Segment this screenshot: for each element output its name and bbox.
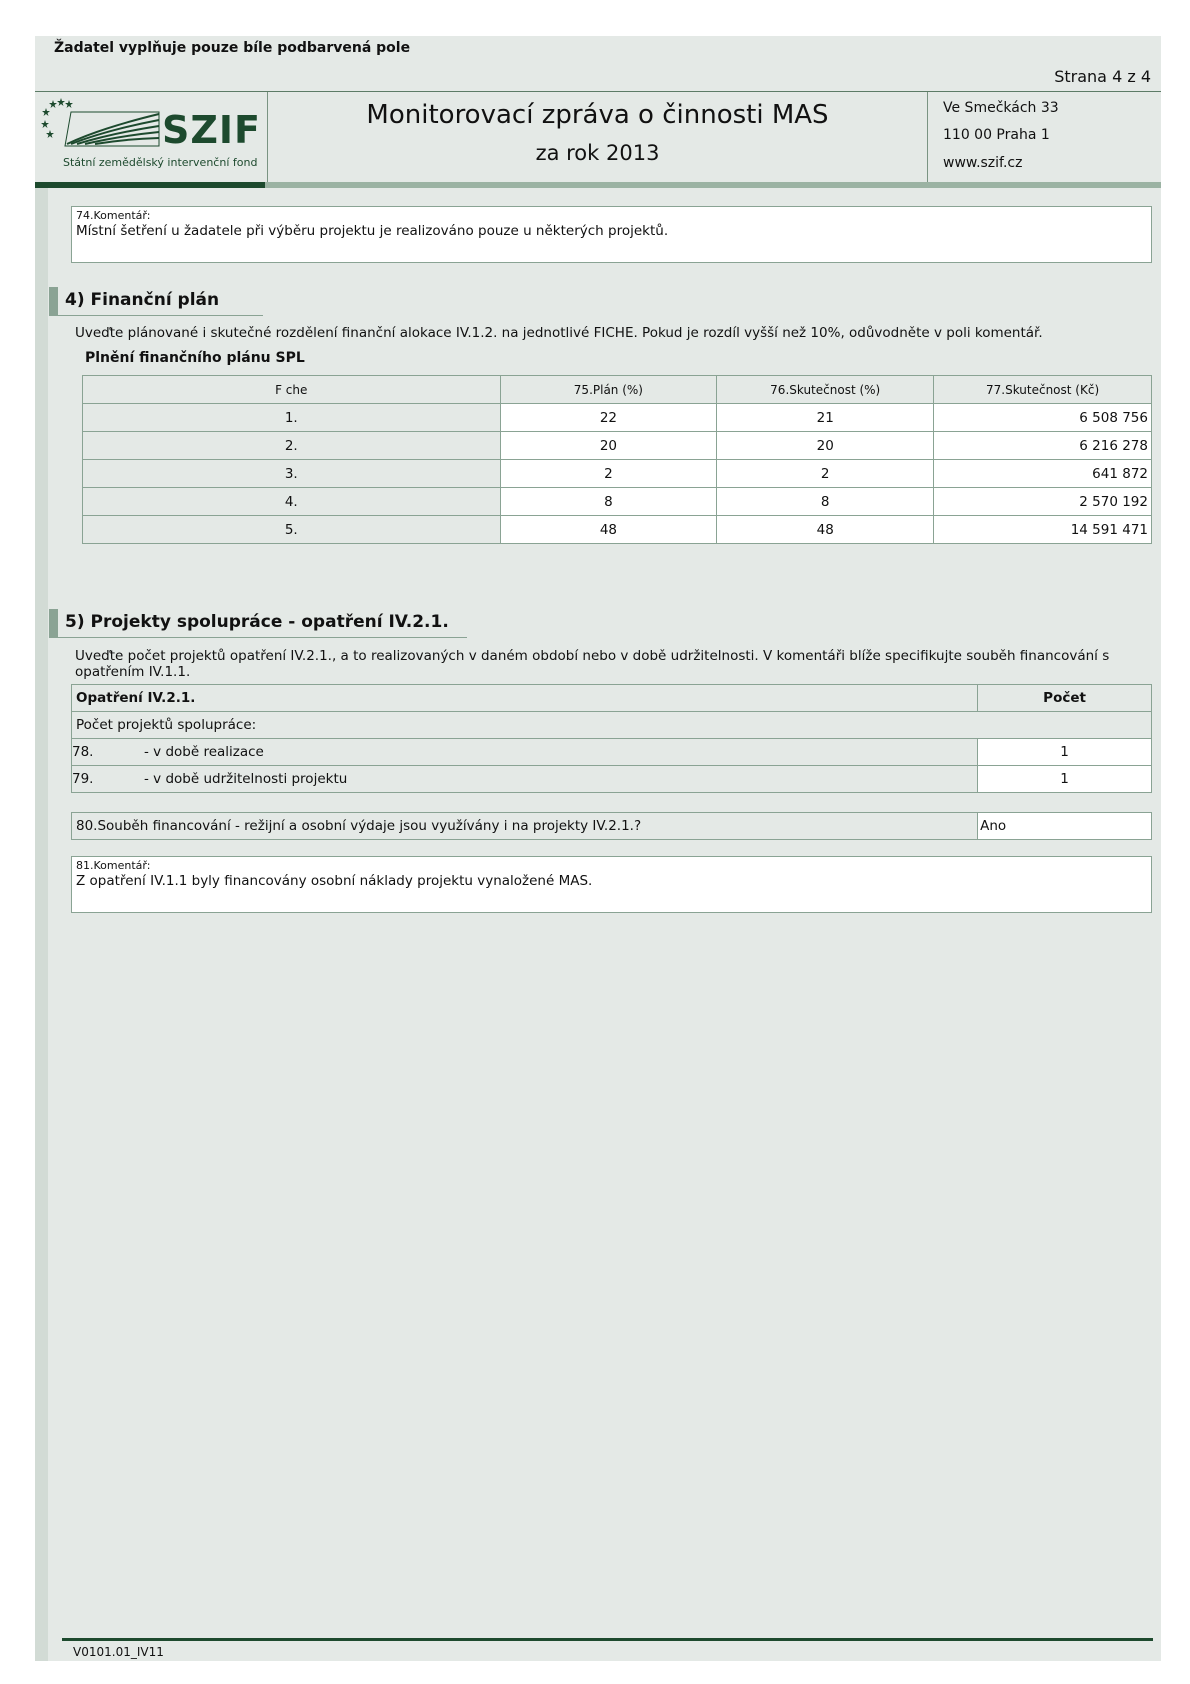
table-row [83,516,1152,544]
fiche-cell: 5. [83,516,501,544]
section-underline [49,637,467,638]
comment-74-label: 74.Komentář: [76,209,151,222]
actual-pct-cell[interactable]: 20 [717,432,934,460]
szif-logo [35,92,267,182]
comment-81-label: 81.Komentář: [76,859,151,872]
plan-cell[interactable]: 48 [500,516,717,544]
cooperation-table [71,684,1152,793]
fill-instruction: Žadatel vyplňuje pouze bíle podbarvená pole [54,40,411,56]
section-underline [49,315,263,316]
header-separator [927,92,928,182]
cofinancing-question [71,812,1152,840]
fiche-cell: 2. [83,432,501,460]
row-78-number: 78. [72,744,94,760]
projects-count-heading: Počet projektů spolupráce: [72,712,1152,739]
row-79-number: 79. [72,771,94,787]
logo-field-icon [41,98,161,158]
form-version-code: V0101.01_IV11 [73,1645,164,1659]
comment-74-field[interactable] [71,206,1152,263]
row-79-value[interactable]: 1 [978,766,1152,793]
plan-cell[interactable]: 2 [500,460,717,488]
left-margin-strip [35,188,48,1661]
table-row [72,766,1152,793]
address-web: www.szif.cz [943,155,1023,171]
financial-plan-table [82,375,1152,544]
section-5-instruction: Uveďte počet projektů opatření IV.2.1., a to realizovaných v daném období nebo v době udržitelnosti. V komentáři blíže specifikujte souběh financování s opatřením IV.1.1. [75,648,1110,680]
plan-cell[interactable]: 20 [500,432,717,460]
col-header-measure: Opatření IV.2.1. [72,685,978,712]
table-row [83,460,1152,488]
actual-czk-cell[interactable]: 6 508 756 [934,404,1152,432]
actual-pct-cell[interactable]: 48 [717,516,934,544]
section-4-title: 4) Finanční plán [65,290,220,310]
section-5-title: 5) Projekty spolupráce - opatření IV.2.1. [65,612,449,632]
fiche-cell: 3. [83,460,501,488]
actual-czk-cell[interactable]: 641 872 [934,460,1152,488]
address-street: Ve Smečkách 33 [943,100,1059,116]
section-4-instruction: Uveďte plánované i skutečné rozdělení finanční alokace IV.1.2. na jednotlivé FICHE. Pokud je rozdíl vyšší než 10%, odůvodněte v poli komentář. [75,325,1043,341]
section-marker [49,609,58,637]
plan-cell[interactable]: 8 [500,488,717,516]
table-row [72,712,1152,739]
comment-81-field[interactable] [71,856,1152,913]
plan-cell[interactable]: 22 [500,404,717,432]
fiche-cell: 1. [83,404,501,432]
actual-czk-cell[interactable]: 6 216 278 [934,432,1152,460]
fiche-cell: 4. [83,488,501,516]
actual-czk-cell[interactable]: 14 591 471 [934,516,1152,544]
row-79-label-cell [72,766,978,793]
document-title: Monitorovací zpráva o činnosti MAS [366,100,829,130]
row-78-value[interactable]: 1 [978,739,1152,766]
footer-divider [62,1638,1153,1641]
col-header-fiche: F che [83,376,501,404]
comment-74-text: Místní šetření u žadatele při výběru projektu je realizováno pouze u některých projektů. [76,223,669,239]
row-79-label: - v době udržitelnosti projektu [144,771,348,787]
header-band [35,182,265,188]
comment-81-text: Z opatření IV.1.1 byly financovány osobní náklady projektu vynaložené MAS. [76,873,593,889]
document-subtitle: za rok 2013 [535,141,660,165]
row-78-label: - v době realizace [144,744,264,760]
table-header-row [72,685,1152,712]
actual-pct-cell[interactable]: 8 [717,488,934,516]
logo-wordmark: SZIF [162,108,262,152]
page-number: Strana 4 z 4 [1054,67,1151,86]
table-row [72,739,1152,766]
col-header-plan: 75.Plán (%) [500,376,717,404]
col-header-actual-pct: 76.Skutečnost (%) [717,376,934,404]
actual-pct-cell[interactable]: 2 [717,460,934,488]
table-row [83,488,1152,516]
q80-label: 80.Souběh financování - režijní a osobní výdaje jsou využívány i na projekty IV.2.1.? [72,813,978,840]
table-row [83,432,1152,460]
actual-pct-cell[interactable]: 21 [717,404,934,432]
q80-value[interactable]: Ano [978,813,1152,840]
table-header-row [83,376,1152,404]
col-header-count: Počet [978,685,1152,712]
section-marker [49,287,58,315]
row-78-label-cell [72,739,978,766]
form-page [35,36,1161,1661]
financial-table-title: Plnění finančního plánu SPL [85,350,305,366]
table-row [72,813,1152,840]
actual-czk-cell[interactable]: 2 570 192 [934,488,1152,516]
logo-subtitle: Státní zemědělský intervenční fond [63,156,258,169]
header-band [265,182,1161,188]
address-city: 110 00 Praha 1 [943,127,1050,143]
table-row [83,404,1152,432]
col-header-actual-czk: 77.Skutečnost (Kč) [934,376,1152,404]
